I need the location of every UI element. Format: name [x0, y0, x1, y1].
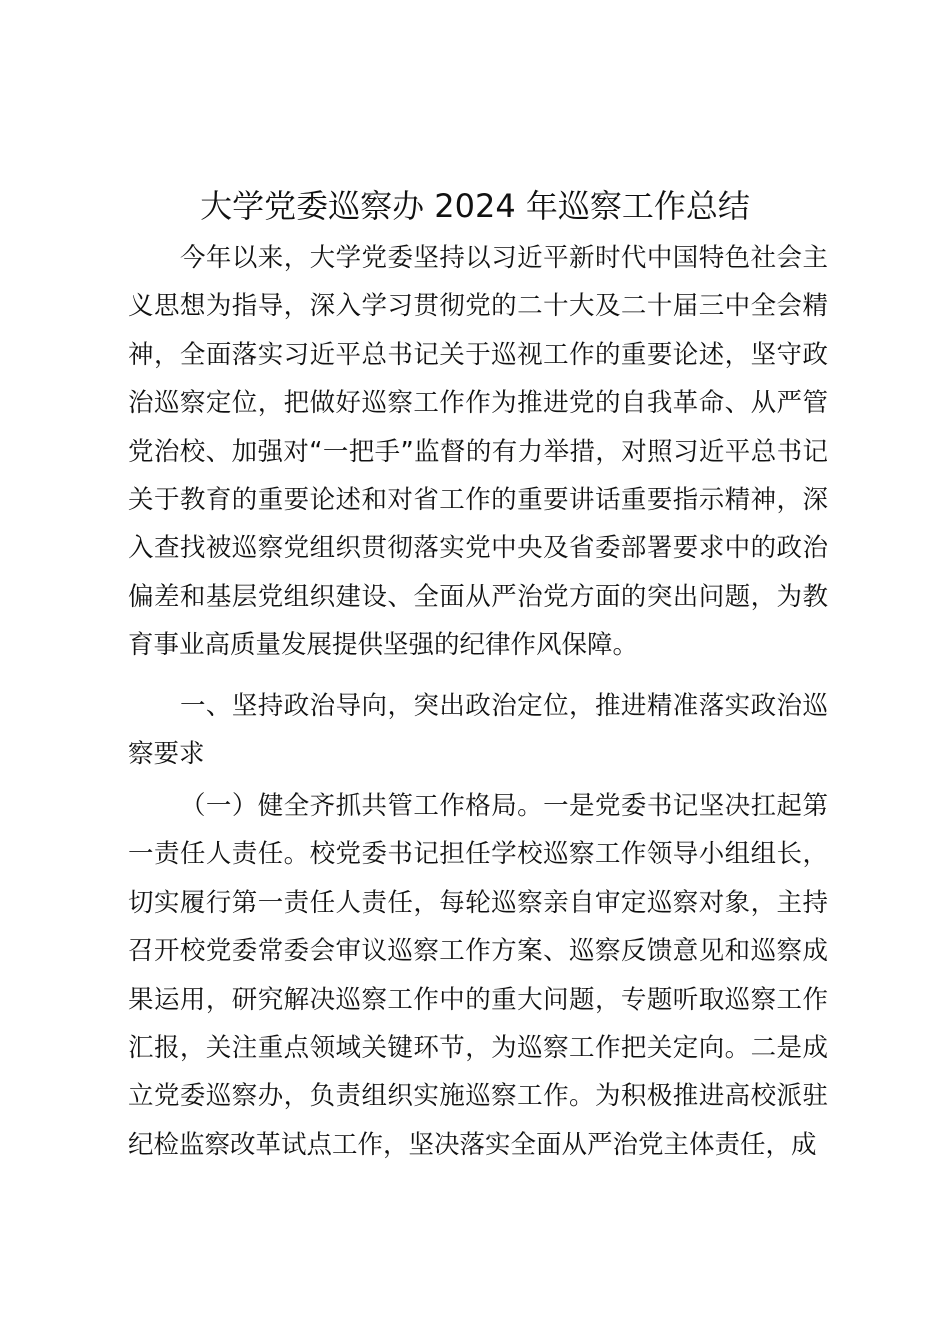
section-heading-one: 一、坚持政治导向，突出政治定位，推进精准落实政治巡察要求 — [128, 691, 828, 770]
body-paragraph-subsection-one: （一）健全齐抓共管工作格局。一是党委书记坚决扛起第一责任人责任。校党委书记担任学校巡察工作领导小组组长，切实履行第一责任人责任，每轮巡察亲自审定巡察对象，主持召开校党委常委会审议巡察工作方案、巡察反馈意见和巡察成果运用，研究解决巡察工作中的重大问题，专题听取巡察工作汇报，关注重点领域关键环节，为巡察工作把关定向。二是成立党委巡察办，负责组织实施巡察工作。为积极推进高校派驻纪检监察改革试点工作，坚决落实全面从严治党主体责任，成 — [128, 791, 828, 1160]
body-paragraph-intro: 今年以来，大学党委坚持以习近平新时代中国特色社会主义思想为指导，深入学习贯彻党的二十大及二十届三中全会精神，全面落实习近平总书记关于巡视工作的重要论述，坚守政治巡察定位，把做好巡察工作作为推进党的自我革命、从严管党治校、加强对“一把手”监督的有力举措，对照习近平总书记关于教育的重要论述和对省工作的重要讲话重要指示精神，深入查找被巡察党组织贯彻落实党中央及省委部署要求中的政治偏差和基层党组织建设、全面从严治党方面的突出问题，为教育事业高质量发展提供坚强的纪律作风保障。 — [128, 243, 828, 661]
document-title: 大学党委巡察办 2024 年巡察工作总结 — [200, 187, 750, 225]
